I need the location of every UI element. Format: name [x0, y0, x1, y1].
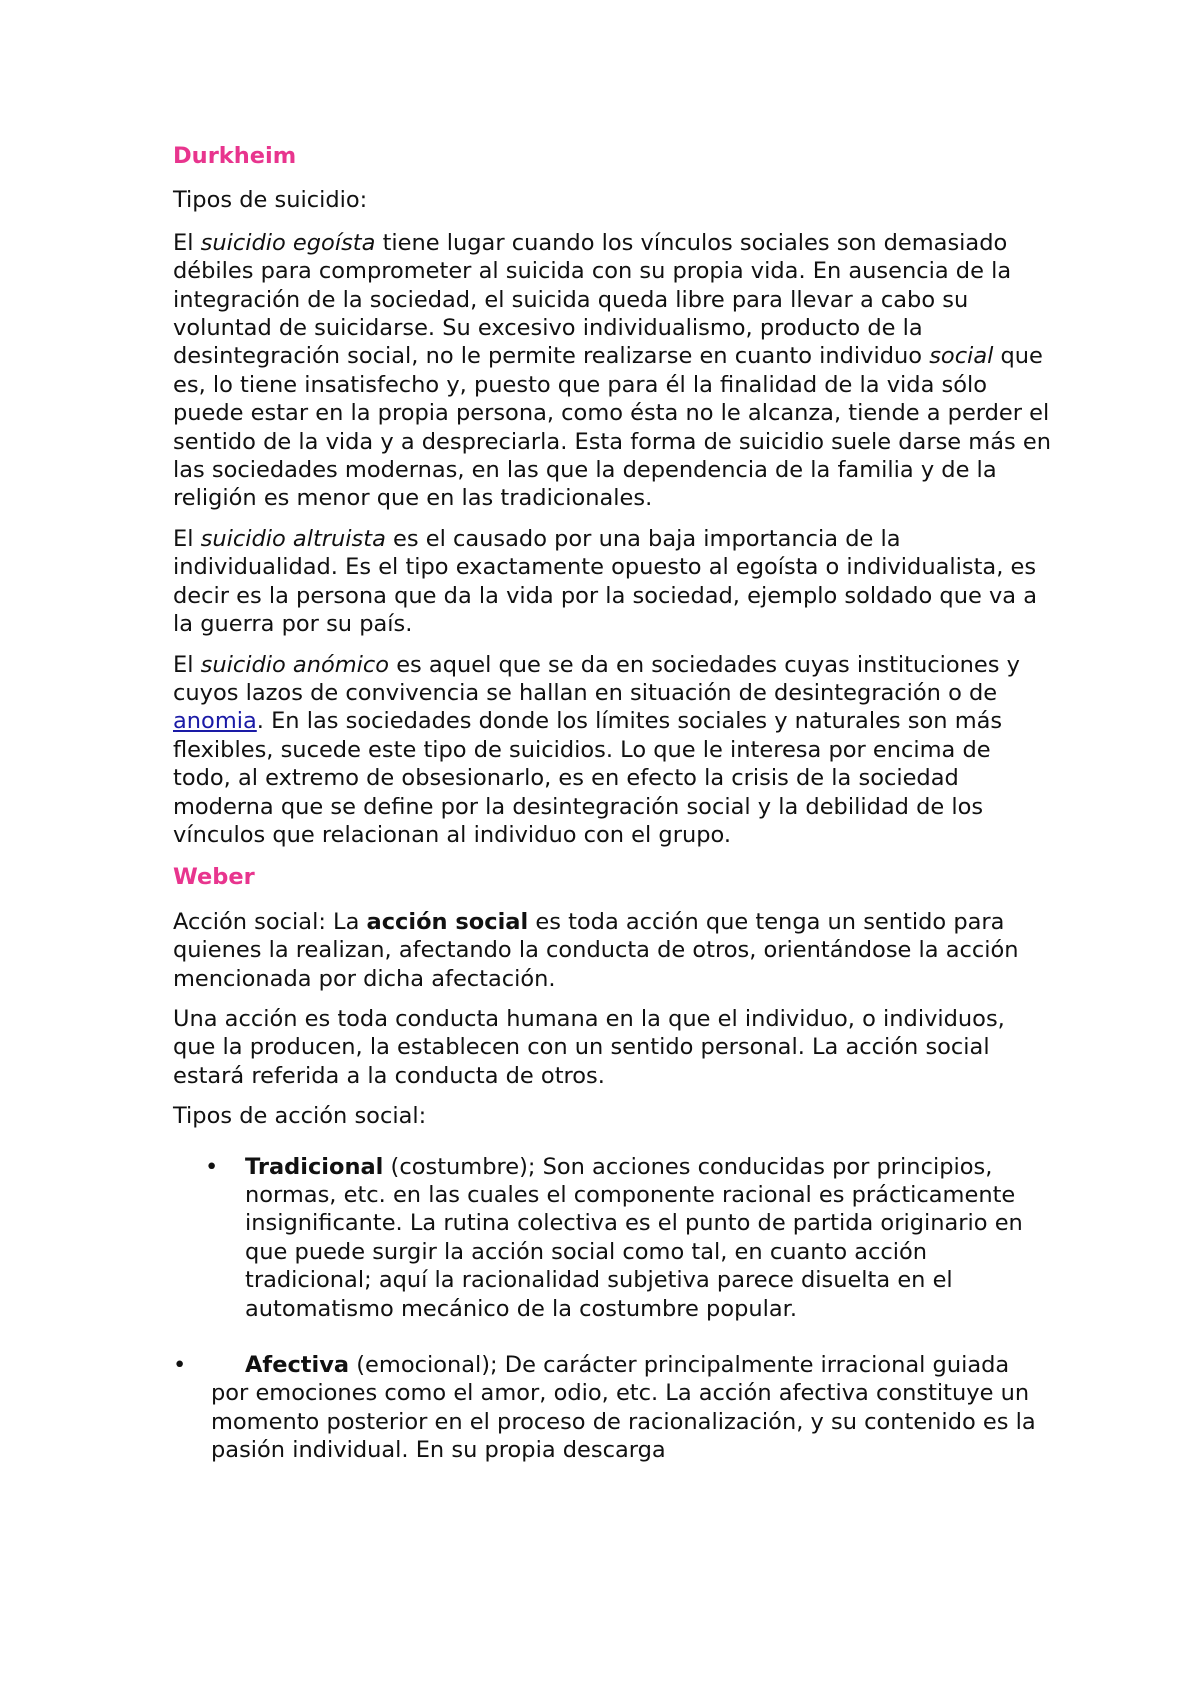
text-segment: . En las sociedades donde los límites sociales y naturales son más flexibles, sucede este tipo de suicidios. Lo que le interesa por encima de todo, al extremo de obsesionarlo, es en efecto la crisis de la sociedad moderna que se define por la desintegración social y la debilidad de los vínculos que relacionan al individuo con el grupo. — [173, 708, 1003, 848]
term-tradicional: Tradicional — [245, 1153, 384, 1180]
term-suicidio-altruista: suicidio altruista — [200, 525, 386, 552]
text-segment: es toda acción que tenga un sentido para quienes la realizan, afectando la conducta de otros, orientándose la acción mencionada por dicha afectación. — [173, 908, 1019, 992]
paragraph-una-accion: Una acción es toda conducta humana en la que el individuo, o individuos, que la producen, la establecen con un sentido personal. La acción social estará referida a la conducta de otros. — [173, 1005, 1005, 1089]
paragraph-suicidio-anomico — [173, 651, 1053, 850]
text-segment: tiene lugar cuando los vínculos sociales son demasiado débiles para comprometer al suicida con su propia vida. En ausencia de la integración de la sociedad, el suicida queda libre para llevar a cabo su voluntad de suicidarse. Su excesivo individualismo, producto de la desintegración social, no le permite realizarse en cuanto individuo — [173, 229, 1012, 370]
text-segment: (emocional); De carácter principalmente irracional guiada por emociones como el amor, odio, etc. La acción afectiva constituye un momento posterior en el proceso de racionalización, y su contenido es la pasión individual. En su propia descarga — [211, 1352, 1036, 1464]
list-item-tradicional — [173, 1153, 1053, 1323]
term-social: social — [929, 343, 994, 370]
anomia-link[interactable]: anomia — [173, 708, 257, 735]
term-afectiva: Afectiva — [245, 1352, 350, 1379]
paragraph-suicidio-egoista — [173, 229, 1053, 513]
term-suicidio-anomico: suicidio anómico — [200, 651, 390, 678]
tipos-suicidio-label: Tipos de suicidio: — [173, 187, 368, 214]
text-segment: El — [173, 229, 201, 256]
document-page — [173, 142, 1053, 1465]
paragraph-suicidio-altruista — [173, 525, 1053, 639]
term-suicidio-egoista: suicidio egoísta — [200, 229, 376, 256]
text-segment: que es, lo tiene insatisfecho y, puesto que para él la finalidad de la vida sólo puede estar en la propia persona, como ésta no le alcanza, tiende a perder el sentido de la vida y a despreciarla. Esta forma de suicidio suele darse más en las sociedades modernas, en las que la dependencia de la familia y de la religión es menor que en las tradicionales. — [173, 343, 1051, 512]
bullet-icon: • — [205, 1153, 219, 1180]
bullet-icon: • — [173, 1352, 187, 1379]
term-accion-social: acción social — [366, 908, 529, 935]
heading-durkheim: Durkheim — [173, 143, 297, 169]
text-segment: es el causado por una baja importancia de la individualidad. Es el tipo exactamente opuesto al egoísta o individualista, es decir es la persona que da la vida por la sociedad, ejemplo soldado que va a la guerra por su país. — [173, 525, 1038, 638]
heading-weber: Weber — [173, 864, 255, 891]
list-item-afectiva — [173, 1351, 1053, 1465]
text-segment: Acción social: La — [173, 908, 367, 935]
text-segment: (costumbre); Son acciones conducidas por principios, normas, etc. en las cuales el componente racional es prácticamente insignificante. La rutina colectiva es el punto de partida originario en que puede surgir la acción social como tal, en cuanto acción tradicional; aquí la racionalidad subjetiva parece disuelta en el automatismo mecánico de la costumbre popular. — [245, 1153, 1023, 1322]
text-segment: El — [173, 525, 201, 552]
paragraph-accion-social — [173, 908, 1053, 993]
text-segment: es aquel que se da en sociedades cuyas instituciones y cuyos lazos de convivencia se hallan en situación de desintegración o de — [173, 651, 1020, 706]
tipos-accion-label: Tipos de acción social: — [173, 1103, 427, 1130]
text-segment: El — [173, 651, 201, 678]
tipos-accion-list — [173, 1153, 1053, 1465]
